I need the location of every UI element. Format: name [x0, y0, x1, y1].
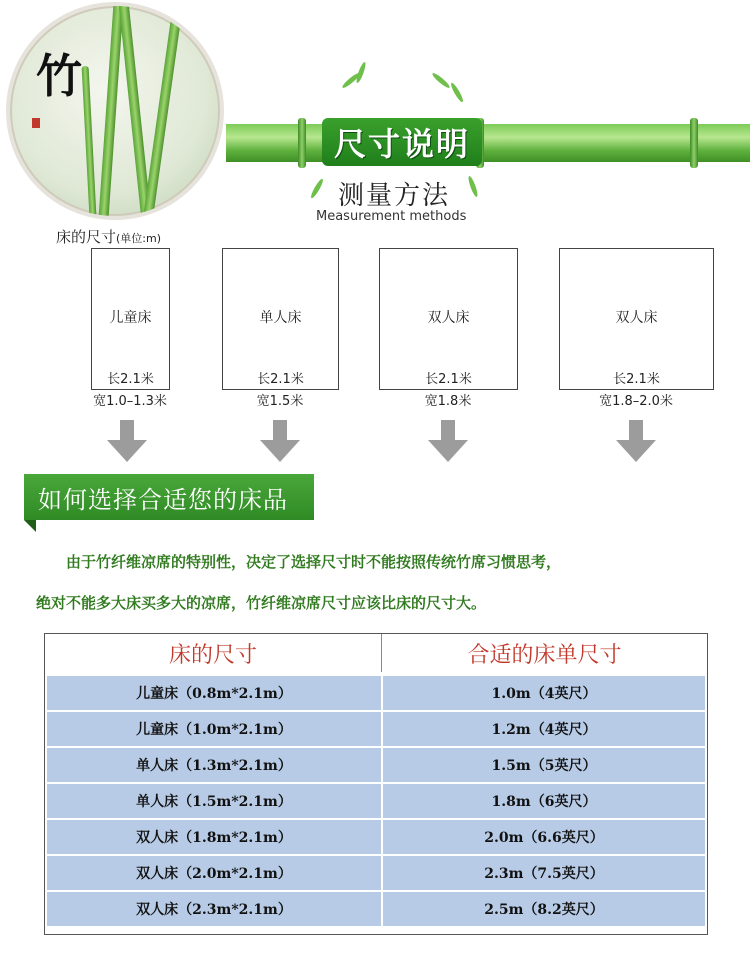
bed-size-label: [56, 226, 161, 247]
bed-width: 宽1.8–2.0米: [599, 394, 673, 409]
table-row: [47, 674, 705, 710]
bed-width: 宽1.8米: [424, 394, 472, 409]
page-title: 尺寸说明: [322, 118, 482, 166]
sheet-size-cell: 1.8m（6英尺）: [491, 794, 597, 810]
bed-size-cell: 单人床（1.3m*2.1m）: [136, 758, 292, 774]
banner-fold: [24, 520, 36, 532]
bamboo-node: [690, 118, 698, 168]
seal-stamp: [32, 118, 40, 128]
table-header-sheet-size: 合适的床单尺寸: [467, 642, 622, 668]
bamboo-stalk: [142, 2, 184, 220]
bed-width: 宽1.0–1.3米: [93, 394, 167, 409]
sheet-size-cell: 2.5m（8.2英尺）: [484, 902, 604, 918]
sheet-size-cell: 2.3m（7.5英尺）: [484, 866, 604, 882]
down-arrow-icon: [616, 420, 656, 462]
bed-width: 宽1.5米: [256, 394, 304, 409]
calligraphy-character: 竹: [36, 49, 82, 103]
bamboo-leaf: [449, 82, 464, 104]
bamboo-leaf: [431, 72, 451, 90]
bed-size-cell: 双人床（2.0m*2.1m）: [136, 866, 292, 882]
bed-size-cell: 儿童床（0.8m*2.1m）: [136, 686, 292, 702]
bed-box-single: [222, 248, 339, 390]
down-arrow-icon: [260, 420, 300, 462]
bed-size-label-text: 床的尺寸: [56, 228, 117, 246]
bed-size-cell: 双人床（2.3m*2.1m）: [136, 902, 292, 918]
size-table: [44, 633, 708, 935]
table-row: [47, 818, 705, 854]
sheet-size-cell: 1.0m（4英尺）: [491, 686, 597, 702]
bamboo-leaf: [309, 178, 324, 200]
unit-label: (单位:m): [116, 232, 162, 245]
bamboo-stalk: [82, 66, 98, 220]
description-line-2: 绝对不能多大床买多大的凉席，竹纤维凉席尺寸应该比床的尺寸大。: [36, 594, 487, 612]
table-header-bed-size: 床的尺寸: [168, 642, 257, 668]
bed-name: 儿童床: [109, 310, 152, 326]
bed-box-child: [91, 248, 170, 390]
bed-length: 长2.1米: [107, 372, 154, 387]
bed-name: 单人床: [259, 310, 302, 326]
bed-size-cell: 单人床（1.5m*2.1m）: [136, 794, 292, 810]
subtitle-en: Measurement methods: [316, 209, 467, 224]
table-row: [47, 782, 705, 818]
bed-length: 长2.1米: [613, 372, 660, 387]
bed-box-double-large: [559, 248, 714, 390]
bed-length: 长2.1米: [425, 372, 472, 387]
bamboo-painting-badge: [6, 2, 224, 220]
sheet-size-cell: 2.0m（6.6英尺）: [484, 830, 604, 846]
down-arrow-icon: [428, 420, 468, 462]
bamboo-leaf: [467, 175, 479, 197]
table-row: [47, 746, 705, 782]
table-row: [47, 710, 705, 746]
bed-name: 双人床: [615, 310, 658, 326]
sheet-size-cell: 1.2m（4英尺）: [491, 722, 597, 738]
description-line-1: 由于竹纤维凉席的特别性，决定了选择尺寸时不能按照传统竹席习惯思考，: [66, 553, 562, 571]
bed-size-cell: 双人床（1.8m*2.1m）: [136, 830, 292, 846]
bed-name: 双人床: [427, 310, 470, 326]
howto-banner: 如何选择合适您的床品: [24, 474, 314, 520]
bamboo-stalk: [98, 2, 124, 220]
table-row: [47, 890, 705, 926]
down-arrow-icon: [107, 420, 147, 462]
table-row: [47, 854, 705, 890]
sheet-size-cell: 1.5m（5英尺）: [491, 758, 597, 774]
subtitle-cn: 测量方法: [338, 181, 451, 211]
bed-length: 长2.1米: [257, 372, 304, 387]
bed-box-double: [379, 248, 518, 390]
bed-size-cell: 儿童床（1.0m*2.1m）: [136, 722, 292, 738]
bamboo-node: [298, 118, 306, 168]
